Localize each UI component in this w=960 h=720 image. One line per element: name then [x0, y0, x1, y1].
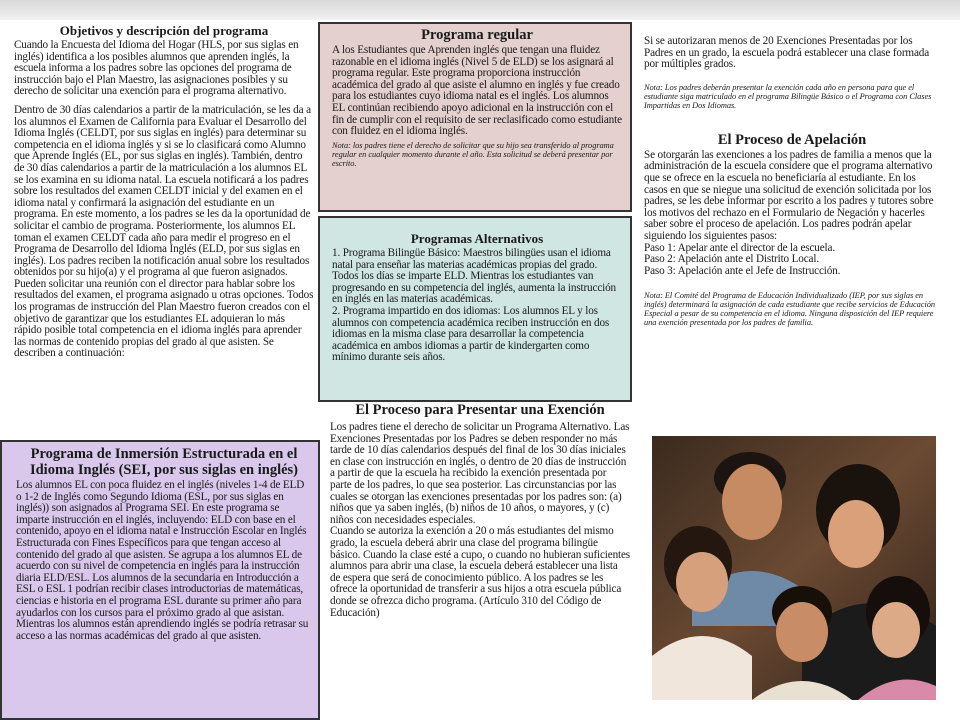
apelacion-step: Paso 3: Apelación ante el Jefe de Instrucción.	[644, 264, 841, 277]
objetivos-paragraph-2: Dentro de 30 días calendarios a partir de la matriculación, se les da a los alumnos el Examen de California para Evaluar el Desarrollo del Idioma Inglés (CELDT, por sus siglas en inglés) para determinar su competencia en el idioma inglés y si se lo clasificará como Alumno que Aprende Inglés (EL, por sus siglas en inglés). También, dentro de 30 días calendarios a partir de la matriculación a los alumnos EL se los examina en su idioma natal. La escuela notificará a los padres sobre los resultados del examen CELDT inicial y del examen en el idioma natal y confirmará la asignación del estudiante en un programa. En este momento, a los padres se les da la oportunidad de solicitar el cambio de programa. Posteriormente, los alumnos EL toman el examen CELDT cada año para medir el progreso en el Programa de Desarrollo del Idioma Inglés (ELD, por sus siglas en inglés). Los padres reciben la notificación anual sobre los resultados obtenidos por su hijo(a) y el programa al que fueron asignados. Pueden solicitar una reunión con el director para hablar sobre los resultados del examen, el programa asignado u otras opciones. Todos los programas de instrucción del Plan Maestro fueron creados con el objetivo de garantizar que los estudiantes EL adquieran lo más rápido posible total competencia en el idioma inglés para aprender las normas de contenido propias del grado al que asisten. Se describen a continuación:	[14, 103, 314, 360]
exencion-paragraph-1: Los padres tiene el derecho de solicitar un Programa Alternativo. Las Exenciones Presentadas por los Padres se deben responder no más tarde de 10 días calendarios después del final de los 30 días iniciales en clase con instrucción en inglés, o dentro de 20 días de instrucción a partir de que la escuela ha recibido la exención presentada por parte de los padres, lo que sea posterior. Las circunstancias por las cuales se otorgan las exenciones presentadas por los padres son: (a) niños que ya saben inglés, (b) niños de 10 años, o mayores, y (c) niños con necesidades especiales.	[330, 421, 630, 526]
alternative-programs-box	[318, 216, 632, 402]
exencion-section	[330, 402, 630, 718]
apelacion-section	[644, 36, 940, 436]
exencion-paragraph-2: Cuando se autoriza la exención a 20 o más estudiantes del mismo grado, la escuela deberá abrir una clase del programa bilingüe básico. Cuando la clase esté a cupo, o cuando no hubieran suficientes alumnos para abrir una clase, la escuela deberá establecer una lista de espera que será de conocimiento público. A los padres se les ofrece la oportunidad de transferir a sus hijos a otra escuela pública donde se ofrezca dicho programa. (Artículo 310 del Código de Educación)	[330, 525, 630, 619]
apelacion-step: Paso 1: Apelar ante el director de la escuela.	[644, 241, 835, 254]
apelacion-steps	[644, 243, 940, 278]
top-gradient-bar	[0, 0, 960, 20]
alternativos-item-2: 2. Programa impartido en dos idiomas: Los alumnos EL y los alumnos con competencia académica reciben instrucción en dos idiomas en la misma clase para desarrollar la competencia académica en ambos idiomas a partir de kindergarten como mínimo durante seis años.	[332, 304, 610, 364]
family-photo	[652, 436, 936, 700]
objetivos-paragraph-1: Cuando la Encuesta del Idioma del Hogar (HLS, por sus siglas en inglés) identifica a los posibles alumnos que aprenden inglés, la escuela informa a los padres sobre las opciones del programa de instrucción bajo el Plan Maestro, las asignaciones posibles y su derecho de solicitar una exención para el programa alternativo.	[14, 39, 299, 98]
apelacion-step: Paso 2: Apelación ante el Distrito Local.	[644, 253, 819, 266]
regular-program-box	[318, 22, 632, 212]
note-iep: Nota: El Comité del Programa de Educación Individualizado (IEP, por sus siglas en inglés) determinará la asignación de cada estudiante que recibe servicios de Educación Especial a pesar de su competencia en el idioma. Ninguna disposición del IEP requiere una exención presentada por los padres de familia.	[644, 291, 936, 328]
apelacion-paragraph: Se otorgarán las exenciones a los padres de familia a menos que la administración de la escuela considere que el programa alternativo que se ofrece en la escuela no beneficiaría al estudiante. En los casos en que se niegue una solicitud de exención solicitada por los padres, se les debe informar por escrito a los padres y tutores sobre los motivos del rechazo en el Formulario de Negación y hacerles saber sobre el proceso de apelación. Los padres podrán apelar siguiendo los siguientes pasos:	[644, 148, 934, 242]
regular-body: A los Estudiantes que Aprenden inglés que tengan una fluidez razonable en el idioma inglés (Nivel 5 de ELD) se los asignará al programa regular. Este programa proporciona instrucción académica del grado al que asiste el alumno en inglés y fue creado para los estudiantes cuyo idioma natal es el inglés. Los alumnos EL continúan recibiendo apoyo adicional en la instrucción con el fin de cumplir con el requisito de ser reclasificado como estudiante con fluidez en el idioma inglés.	[332, 44, 622, 138]
regular-title: Programa regular	[421, 27, 533, 43]
alternativos-title: Programas Alternativos	[410, 231, 544, 246]
sei-title: Programa de Inmersión Estructurada en el Idioma Inglés (SEI, por sus siglas en inglés)	[29, 446, 299, 478]
sei-body: Los alumnos EL con poca fluidez en el inglés (niveles 1-4 de ELD o 1-2 de Inglés como Segundo Idioma (ESL, por sus siglas en inglés)) son asignados al Programa SEI. En este programa se imparte instrucción en el inglés, incluyendo: ELD con base en el contenido, apoyo en el idioma natal e Instrucción Escolar en Inglés Estructurada con Fines Específicos para que tengan acceso al contenido del grado al que asisten. Se agrupa a los alumnos EL de acuerdo con su nivel de competencia en inglés para la instrucción diaria ELD/ESL. Los alumnos de la secundaria en Introducción a ESL o ESL 1 podrían recibir clases introductorias de matemáticas, ciencias e historia en el programa ESL durante su primer año para ayudarlos con los cursos para el próximo grado al que asistan. Mientras los alumnos están aprendiendo inglés se podría retrasar su acceso a las normas académicas del grado al que asisten.	[16, 479, 309, 642]
multigrade-paragraph: Si se autorizaran menos de 20 Exenciones Presentadas por los Padres en un grado, la escuela podrá establecer una clase formada por múltiples grados.	[644, 36, 930, 71]
regular-note: Nota: los padres tiene el derecho de solicitar que su hijo sea transferido al programa regular en cualquier momento durante el año. Esta solicitud se deberá presentar por escrito.	[332, 140, 614, 168]
objetivos-section	[14, 24, 314, 440]
exencion-title: El Proceso para Presentar una Exención	[355, 402, 605, 418]
family-photo-icon	[652, 436, 936, 700]
objetivos-title: Objetivos y descripción del programa	[59, 24, 269, 38]
sei-program-box	[0, 440, 320, 720]
alternativos-item-1: 1. Programa Bilingüe Básico: Maestros bilingües usan el idioma natal para enseñar las materias académicas propias del grado. Todos los días se imparte ELD. Mientras los estudiantes van progresando en su competencia del inglés, aumenta la instrucción en inglés en las materias académicas.	[332, 247, 616, 306]
note-annual-exemption: Nota: Los padres deberán presentar la exención cada año en persona para que el estudiante siga matriculado en el programa Bilingüe Básico o el Programa con Clases Impartidas en Dos Idiomas.	[644, 82, 932, 110]
apelacion-title: El Proceso de Apelación	[717, 131, 867, 148]
